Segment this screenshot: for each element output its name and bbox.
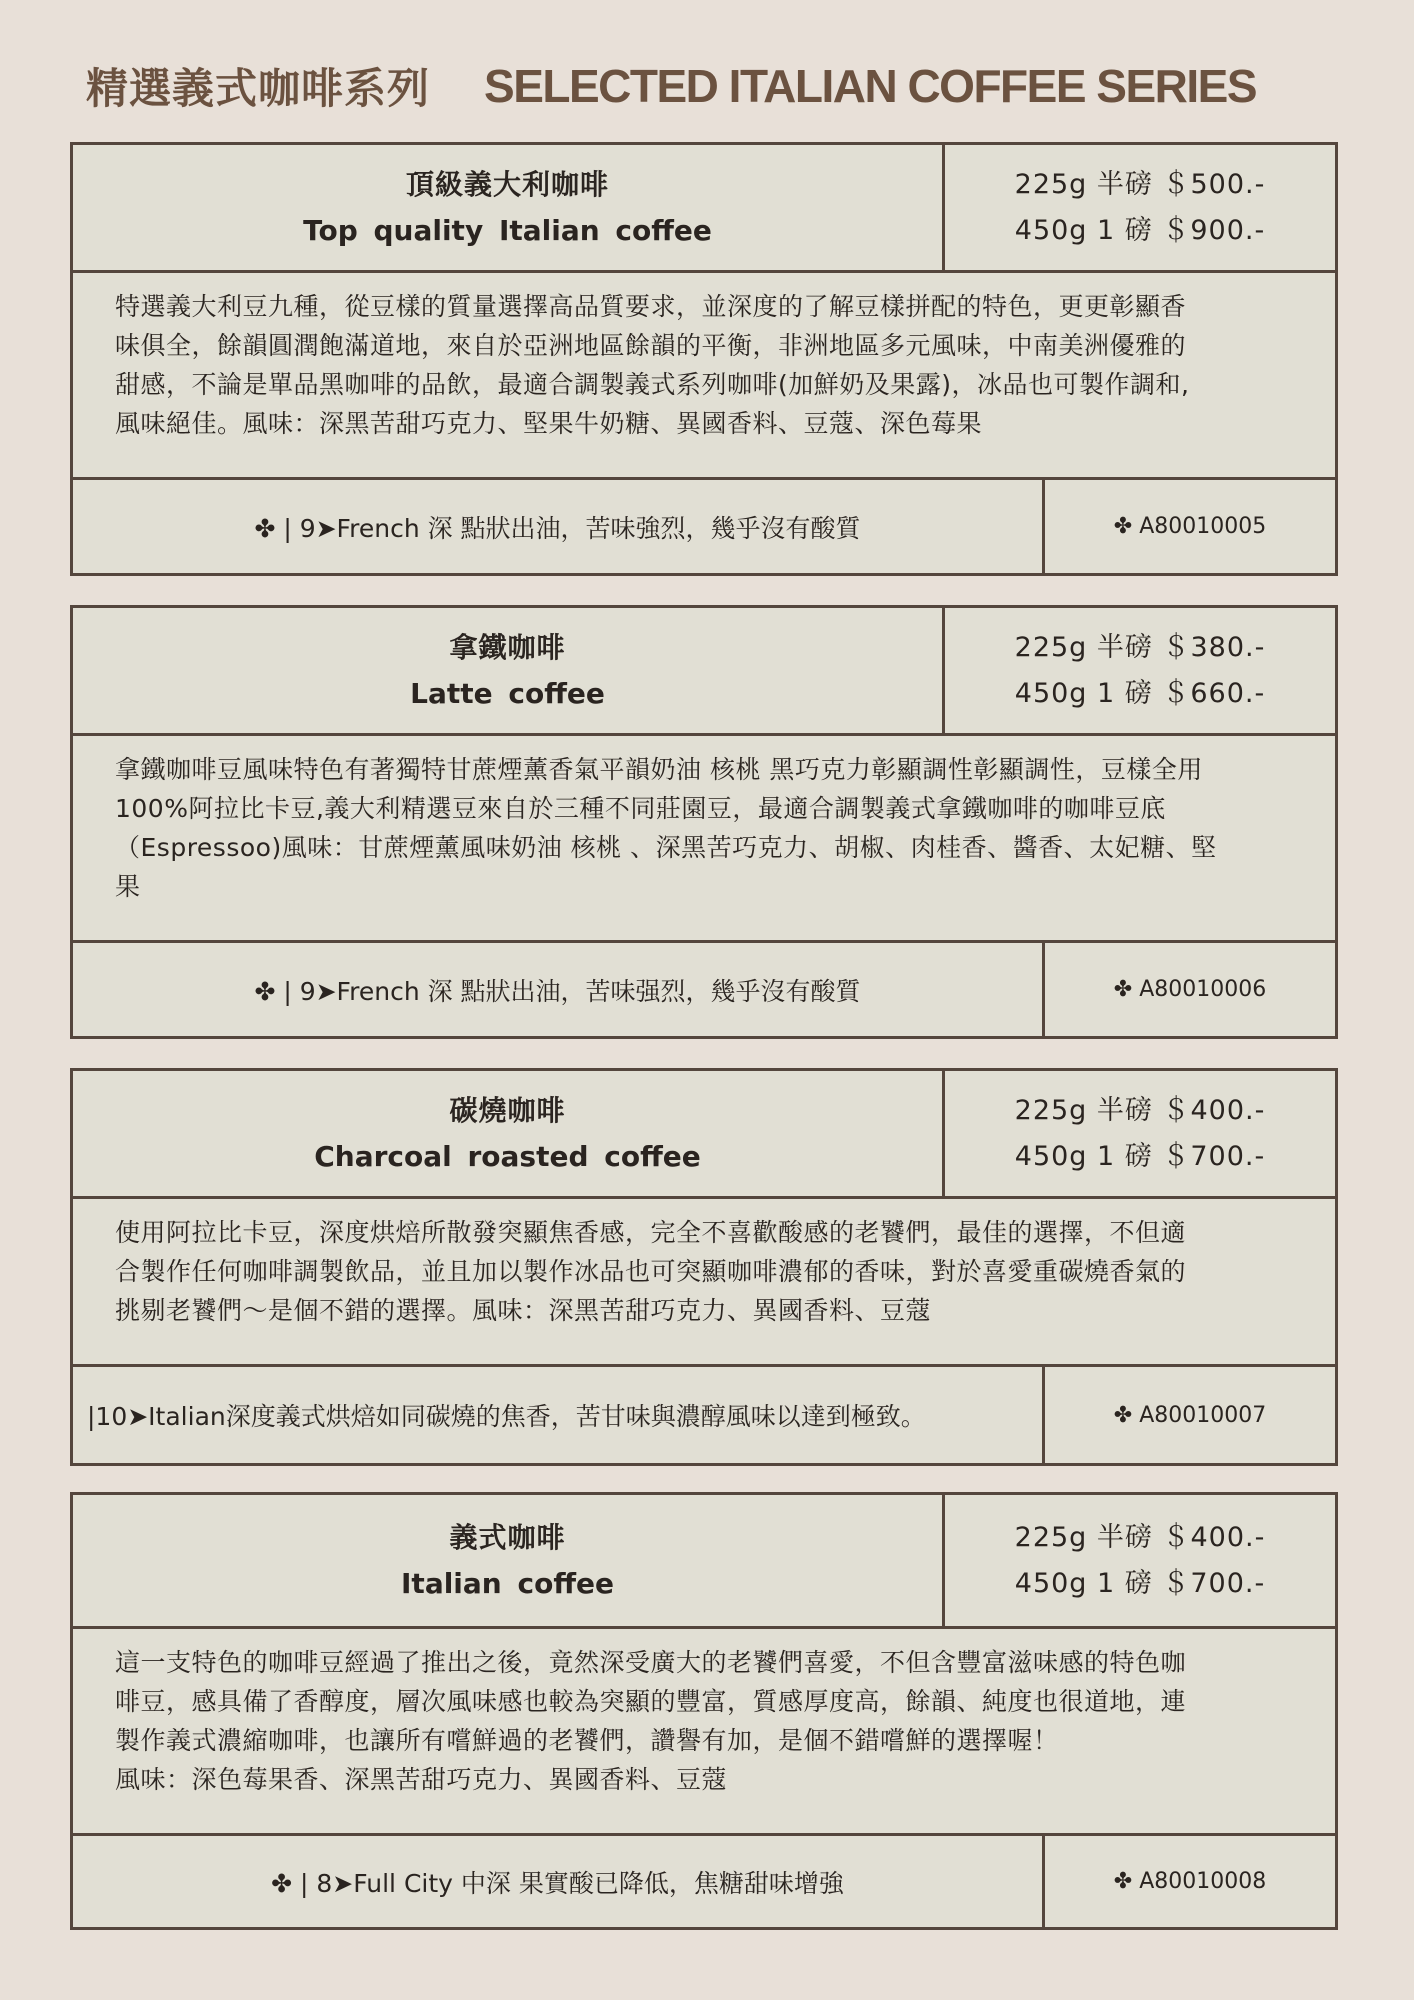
description-line: 使用阿拉比卡豆，深度烘焙所散發突顯焦香感，完全不喜歡酸感的老饕們，最佳的選擇，不但適 xyxy=(115,1218,1187,1247)
product-header xyxy=(73,1495,1335,1629)
product-name xyxy=(73,1495,945,1626)
description-line: 味俱全，餘韻圓潤飽滿道地，來自於亞洲地區餘韻的平衡，非洲地區多元風味，中南美洲優雅的 xyxy=(115,331,1187,360)
product-name-zh: 義式咖啡 xyxy=(449,1520,566,1554)
price-one-pound: 450g 1 磅 ＄660.- xyxy=(1014,677,1266,709)
product-name-en: Charcoal roasted coffee xyxy=(314,1139,701,1173)
description-line: （Espressoo)風味：甘蔗煙薰風味奶油 核桃 、深黑苦巧克力、胡椒、肉桂香、醬香、太妃糖、堅 xyxy=(115,833,1217,862)
description-line: 啡豆，感具備了香醇度，層次風味感也較為突顯的豐富，質感厚度高，餘韻、純度也很道地，連 xyxy=(115,1687,1187,1716)
roast-level: ✤ | 9➤French 深 點狀出油，苦味強烈，幾乎沒有酸質 xyxy=(73,480,1045,573)
roast-level: ✤ | 9➤French 深 點狀出油，苦味强烈，幾乎沒有酸質 xyxy=(73,943,1045,1036)
price-one-pound: 450g 1 磅 ＄700.- xyxy=(1014,1567,1266,1599)
description-line: 風味絕佳。風味：深黑苦甜巧克力、堅果牛奶糖、異國香料、豆蔻、深色莓果 xyxy=(115,409,983,438)
product-code: ✤ A80010008 xyxy=(1113,1869,1267,1894)
description-line: 挑剔老饕們～是個不錯的選擇。風味：深黑苦甜巧克力、異國香料、豆蔻 xyxy=(115,1296,932,1325)
product-name-zh: 頂級義大利咖啡 xyxy=(405,167,609,201)
product-code: ✤ A80010007 xyxy=(1113,1402,1267,1428)
product-name-en: Italian coffee xyxy=(401,1566,614,1600)
price-one-pound: 450g 1 磅 ＄700.- xyxy=(1014,1140,1266,1172)
price-list xyxy=(945,1071,1335,1196)
price-half-pound: 225g 半磅 ＄400.- xyxy=(1014,1521,1266,1553)
product-footer xyxy=(73,1367,1335,1463)
page-title xyxy=(86,56,1256,116)
price-half-pound: 225g 半磅 ＄400.- xyxy=(1014,1094,1266,1126)
product-name xyxy=(73,608,945,733)
product-name xyxy=(73,145,945,270)
product-name xyxy=(73,1071,945,1196)
description-line: 風味：深色莓果香、深黑苦甜巧克力、異國香料、豆蔻 xyxy=(115,1765,728,1794)
price-list xyxy=(945,1495,1335,1626)
product-header xyxy=(73,1071,1335,1199)
product-name-en: Latte coffee xyxy=(410,676,605,710)
product-description xyxy=(73,736,1335,943)
roast-level: ✤ | 8➤Full City 中深 果實酸已降低，焦糖甜味增強 xyxy=(73,1836,1045,1927)
description-line: 拿鐵咖啡豆風味特色有著獨特甘蔗煙薰香氣平韻奶油 核桃 黑巧克力彰顯調性彰顯調性，豆樣全用 xyxy=(115,755,1203,784)
product-footer xyxy=(73,943,1335,1036)
description-line: 製作義式濃縮咖啡，也讓所有嚐鮮過的老饕們，讚譽有加，是個不錯嚐鮮的選擇喔！ xyxy=(115,1726,1059,1755)
price-half-pound: 225g 半磅 ＄380.- xyxy=(1014,631,1266,663)
price-half-pound: 225g 半磅 ＄500.- xyxy=(1014,168,1266,200)
product-footer xyxy=(73,480,1335,573)
price-one-pound: 450g 1 磅 ＄900.- xyxy=(1014,214,1266,246)
description-line: 特選義大利豆九種，從豆樣的質量選擇高品質要求，並深度的了解豆樣拼配的特色，更更彰顯香 xyxy=(115,292,1187,321)
product-footer xyxy=(73,1836,1335,1927)
product-header xyxy=(73,608,1335,736)
description-line: 這一支特色的咖啡豆經過了推出之後，竟然深受廣大的老饕們喜愛，不但含豐富滋味感的特色咖 xyxy=(115,1648,1187,1677)
product-header xyxy=(73,145,1335,273)
description-line: 果 xyxy=(115,872,141,901)
description-line: 甜感，不論是單品黑咖啡的品飲，最適合調製義式系列咖啡(加鮮奶及果露)，冰品也可製作調和, xyxy=(115,370,1190,399)
product-description xyxy=(73,1199,1335,1367)
page-title-en: SELECTED ITALIAN COFFEE SERIES xyxy=(484,60,1257,112)
product-description xyxy=(73,1629,1335,1836)
product-name-zh: 碳燒咖啡 xyxy=(449,1093,566,1127)
product-card-charcoal-roasted xyxy=(70,1068,1338,1466)
product-name-zh: 拿鐵咖啡 xyxy=(449,630,566,664)
roast-level: |10➤Italian深度義式烘焙如同碳燒的焦香，苦甘味與濃醇風味以達到極致。 xyxy=(73,1367,1045,1463)
description-line: 100%阿拉比卡豆,義大利精選豆來自於三種不同莊園豆，最適合調製義式拿鐵咖啡的咖啡豆底 xyxy=(115,794,1166,823)
page-title-zh: 精選義式咖啡系列 xyxy=(86,64,431,113)
product-card-latte xyxy=(70,605,1338,1039)
product-code: ✤ A80010006 xyxy=(1113,977,1267,1002)
product-description xyxy=(73,273,1335,480)
description-line: 合製作任何咖啡調製飲品，並且加以製作冰品也可突顯咖啡濃郁的香味，對於喜愛重碳燒香氣的 xyxy=(115,1257,1187,1286)
price-list xyxy=(945,145,1335,270)
product-card-top-quality-italian xyxy=(70,142,1338,576)
product-code: ✤ A80010005 xyxy=(1113,514,1267,539)
product-card-italian xyxy=(70,1492,1338,1930)
product-name-en: Top quality Italian coffee xyxy=(303,213,712,247)
price-list xyxy=(945,608,1335,733)
